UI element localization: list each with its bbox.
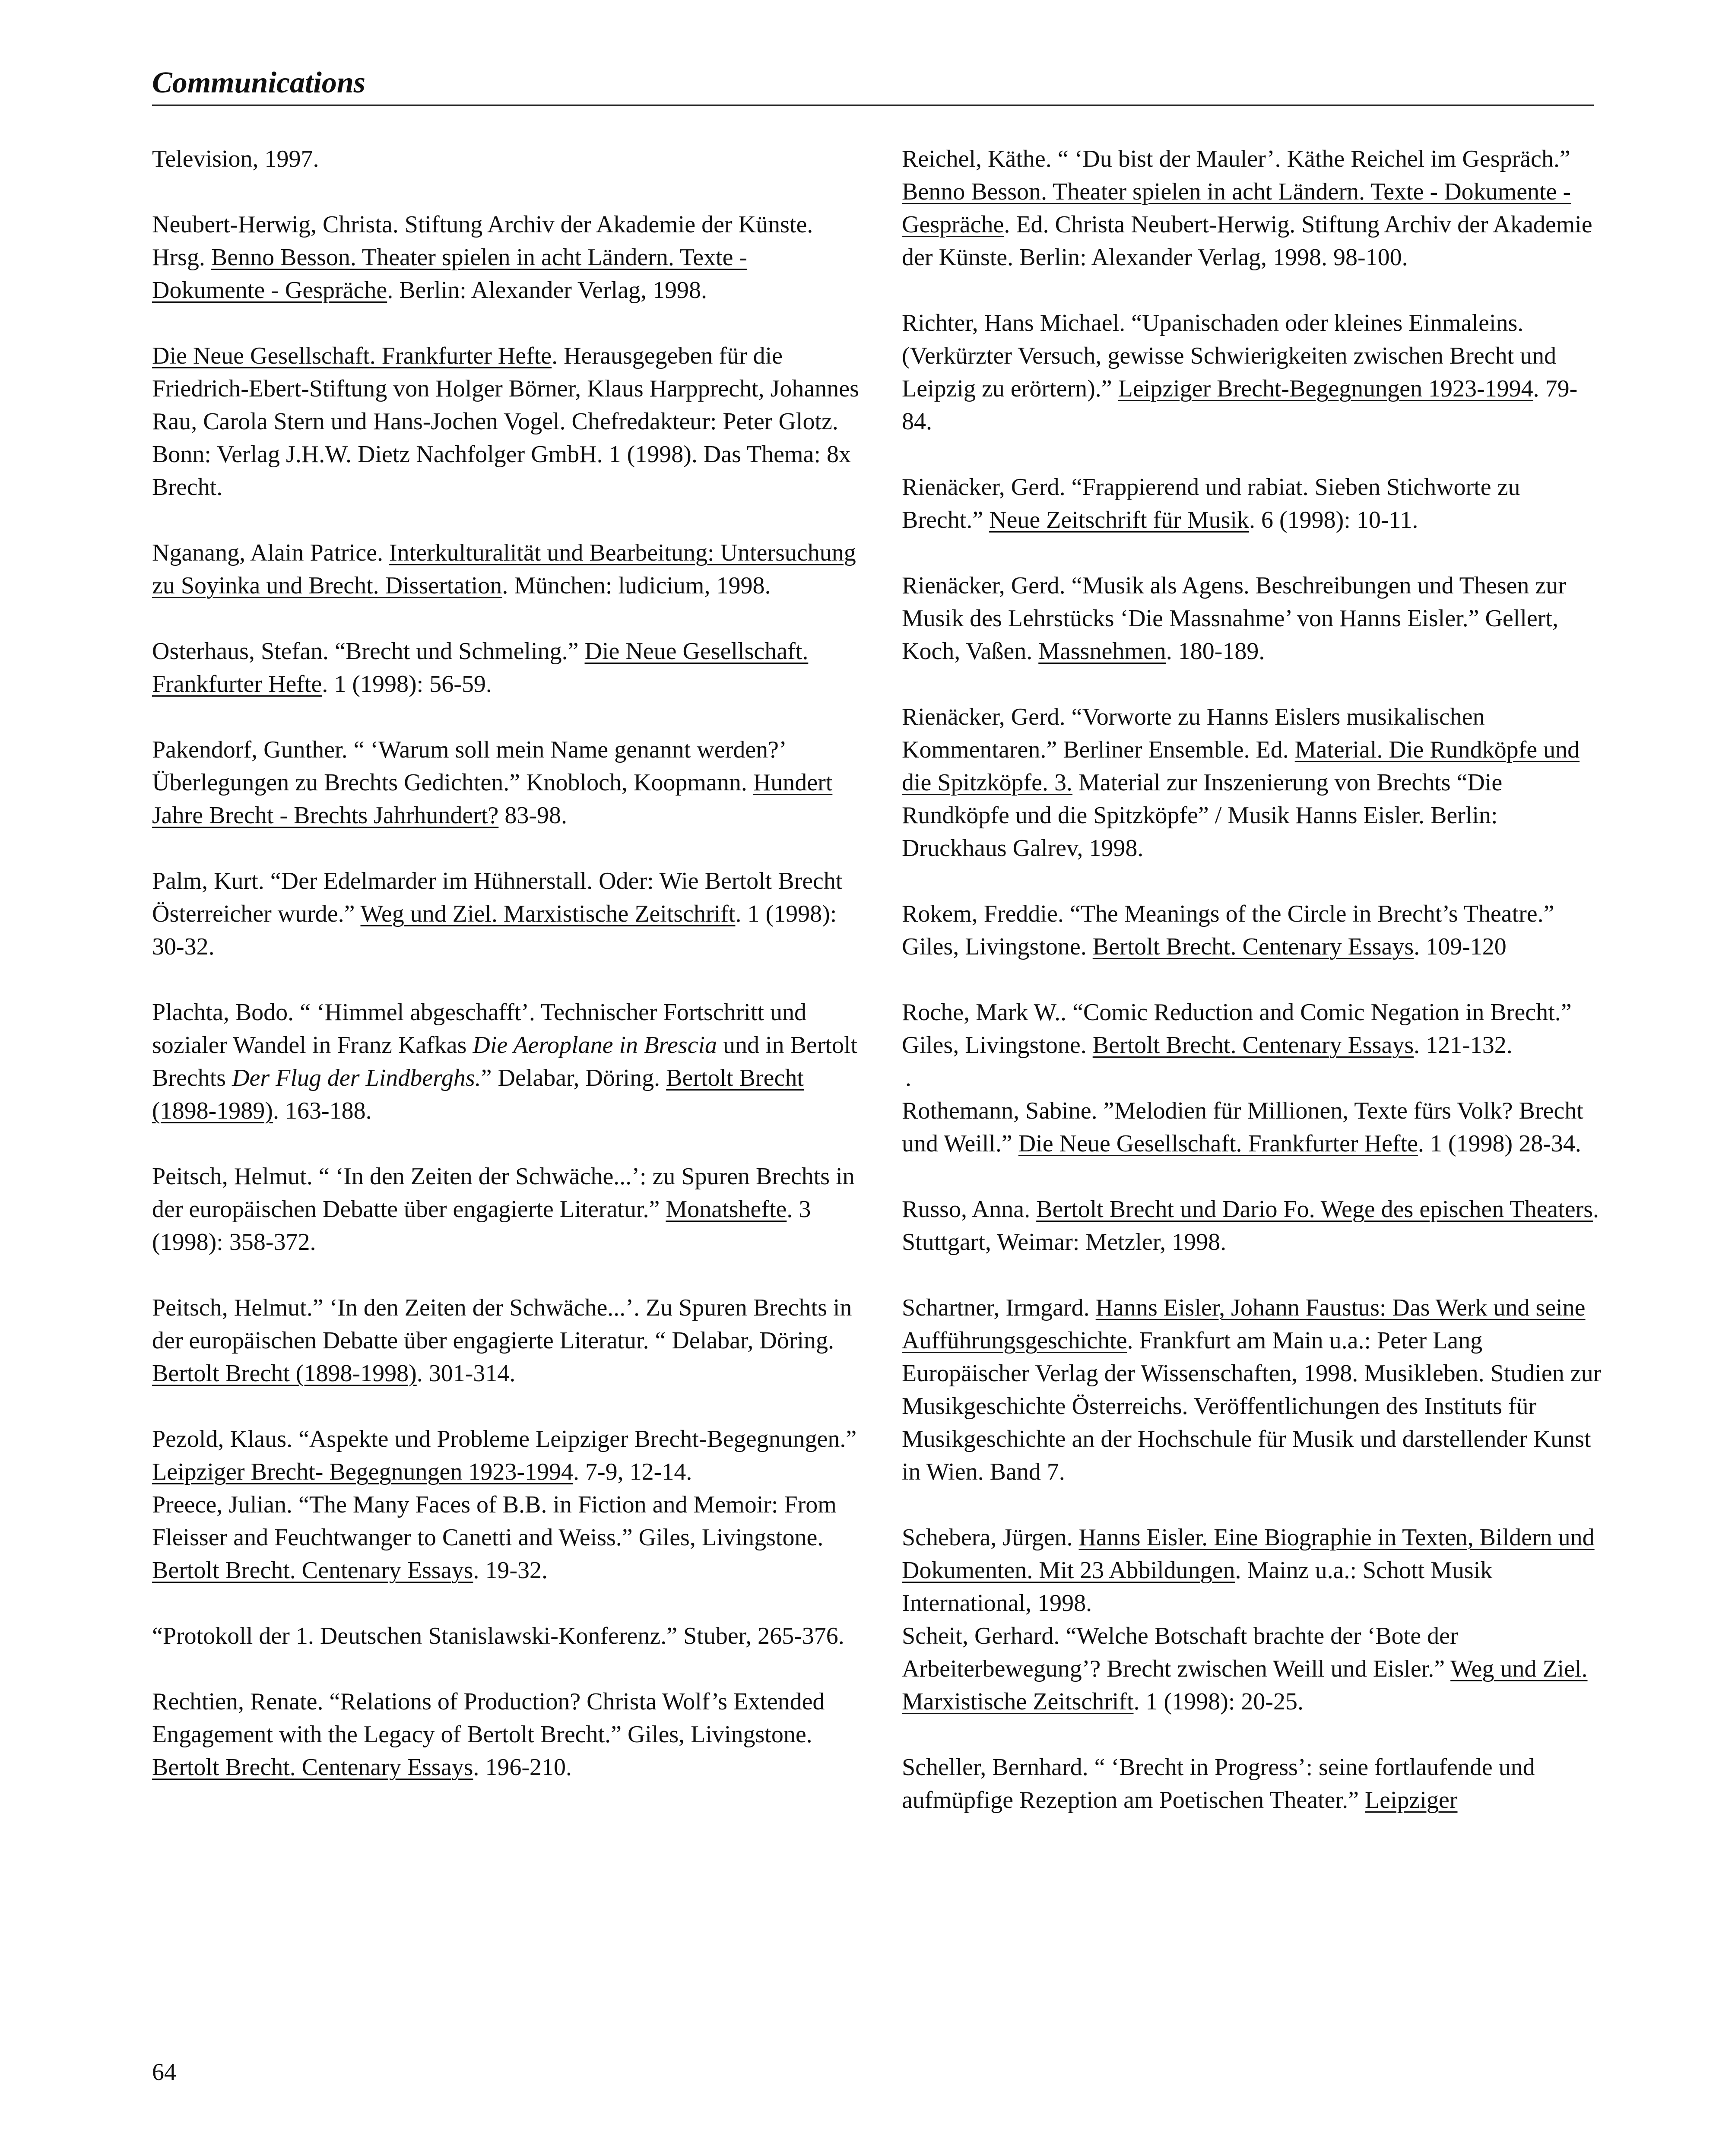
bibliography-entry — [902, 1751, 1602, 1817]
entry-text: Rokem, Freddie. “The Meanings of the Circle in Brecht’s Theatre.” Giles, Livingstone. — [902, 900, 1554, 960]
bibliography-entry — [152, 996, 860, 1127]
entry-text: . 6 (1998): 10-11. — [1249, 507, 1418, 533]
entry-text: ” Delabar, Döring. — [481, 1065, 666, 1091]
entry-text: Rienäcker, Gerd. “Frappierend und rabiat. Sieben Stichworte zu Brecht.” — [902, 474, 1520, 533]
underlined-title: Massnehmen — [1038, 638, 1166, 665]
underlined-title: Bertolt Brecht. Centenary Essays — [1092, 1032, 1414, 1059]
underlined-title: Material. Die Rundköpfe und die Spitzköpfe. 3. — [902, 736, 1580, 796]
bibliography-entry — [902, 1062, 1602, 1094]
underlined-title: Weg und Ziel. Marxistische Zeitschrift — [902, 1655, 1588, 1715]
underlined-title: Hanns Eisler. Eine Biographie in Texten, Bildern und Dokumenten. Mit 23 Abbildungen — [902, 1524, 1595, 1584]
entry-text: . 301-314. — [416, 1360, 516, 1387]
entry-text: Richter, Hans Michael. “Upanischaden oder kleines Einmaleins. (Verkürzter Versuch, gewisse Schwierigkeiten zwischen Brecht und Leipzig zu erörtern).” — [902, 310, 1557, 402]
bibliography-entry — [152, 635, 860, 701]
entry-text: Peitsch, Helmut.” ‘In den Zeiten der Schwäche...’. Zu Spuren Brechts in der europäischen Debatte über engagierte Literatur. “ Delabar, Döring. — [152, 1294, 852, 1354]
underlined-title: Leipziger — [1364, 1787, 1458, 1814]
entry-text: . 1 (1998): 20-25. — [1133, 1688, 1304, 1715]
bibliography-entry — [902, 471, 1602, 536]
entry-text: . 109-120 — [1414, 933, 1507, 960]
entry-text: Schebera, Jürgen. — [902, 1524, 1079, 1551]
entry-text: Peitsch, Helmut. “ ‘In den Zeiten der Schwäche...’: zu Spuren Brechts in der europäischen Debatte über engagierte Literatur.” — [152, 1163, 855, 1223]
underlined-title: Hanns Eisler, Johann Faustus: Das Werk und seine Aufführungsgeschichte — [902, 1294, 1586, 1354]
bibliography-entry — [152, 1685, 860, 1784]
entry-text: Palm, Kurt. “Der Edelmarder im Hühnerstall. Oder: Wie Bertolt Brecht Österreicher wurde.” — [152, 868, 843, 927]
bibliography-entry — [902, 143, 1602, 274]
underlined-title: Benno Besson. Theater spielen in acht Ländern. Texte - Dokumente - Gespräche — [902, 178, 1571, 238]
bibliography-entry — [152, 143, 860, 175]
bibliography-entry — [152, 733, 860, 832]
entry-text: Rechtien, Renate. “Relations of Production? Christa Wolf’s Extended Engagement with the Legacy of Bertolt Brecht.” Giles, Livingstone. — [152, 1688, 825, 1748]
bibliography-entry — [152, 208, 860, 307]
bibliography-entry — [152, 1291, 860, 1390]
underlined-title: Bertolt Brecht (1898-1998) — [152, 1360, 417, 1387]
underlined-title: Bertolt Brecht. Centenary Essays — [152, 1557, 473, 1584]
underlined-title: Bertolt Brecht (1898-1989) — [152, 1065, 804, 1124]
entry-text: Scheller, Bernhard. “ ‘Brecht in Progress’: seine fortlaufende und aufmüpfige Rezeption am Poetischen Theater.” — [902, 1754, 1535, 1814]
underlined-title: Benno Besson. Theater spielen in acht Ländern. Texte - Dokumente - Gespräche — [152, 244, 748, 304]
entry-text: Russo, Anna. — [902, 1196, 1037, 1223]
entry-text: Neubert-Herwig, Christa. Stiftung Archiv der Akademie der Künste. Hrsg. — [152, 211, 813, 271]
right-column — [902, 143, 1602, 1849]
entry-text: Pakendorf, Gunther. “ ‘Warum soll mein Name genannt werden?’ Überlegungen zu Brechts Gedichten.” Knobloch, Koopmann. — [152, 736, 785, 796]
entry-text: Pezold, Klaus. “Aspekte und Probleme Leipziger Brecht-Begegnungen.” — [152, 1426, 857, 1452]
bibliography-entry — [152, 865, 860, 963]
bibliography-entry — [152, 536, 860, 602]
entry-text: 83-98. — [498, 802, 568, 829]
bibliography-entry — [902, 307, 1602, 438]
bibliography-entry — [902, 1521, 1602, 1620]
bibliography-entry — [902, 1620, 1602, 1718]
entry-text: . Frankfurt am Main u.a.: Peter Lang Europäischer Verlag der Wissenschaften, 1998. Musikleben. Studien zur Musikgeschichte Österreichs. Veröffentlichungen des Instituts für Musikgeschichte an der Hochschule für Musik und darstellender Kunst in Wien. Band 7. — [902, 1327, 1602, 1485]
bibliography-entry — [902, 1094, 1602, 1160]
entry-text: . Mainz u.a.: Schott Musik International, 1998. — [902, 1557, 1493, 1617]
entry-text: . München: ludicium, 1998. — [502, 572, 771, 599]
underlined-title: Bertolt Brecht. Centenary Essays — [1092, 933, 1414, 960]
underlined-title: Leipziger Brecht-Begegnungen 1923-1994 — [1118, 375, 1533, 402]
bibliography-entry — [152, 339, 860, 504]
bibliography-entry — [152, 1620, 860, 1652]
entry-text: . 196-210. — [473, 1754, 572, 1781]
entry-text: Rienäcker, Gerd. “Musik als Agens. Beschreibungen und Thesen zur Musik des Lehrstücks ‘Die Massnahme’ von Hanns Eisler.” Gellert, Koch, Vaßen. — [902, 572, 1566, 665]
bibliography-entry — [152, 1488, 860, 1587]
entry-text: Schartner, Irmgard. — [902, 1294, 1096, 1321]
entry-text: Television, 1997. — [152, 146, 319, 172]
entry-text: . Stuttgart, Weimar: Metzler, 1998. — [902, 1196, 1599, 1256]
entry-text: Plachta, Bodo. “ ‘Himmel abgeschafft’. Technischer Fortschritt und sozialer Wandel in Franz Kafkas — [152, 999, 806, 1059]
entry-text: . Herausgegeben für die Friedrich-Ebert-Stiftung von Holger Börner, Klaus Harpprecht, Johannes Rau, Carola Stern und Hans-Jochen Vogel. Chefredakteur: Peter Glotz. Bonn: Verlag J.H.W. Dietz Nachfolger GmbH. 1 (1998). Das Thema: 8x Brecht. — [152, 342, 859, 501]
underlined-title: Die Neue Gesellschaft. Frankfurter Hefte — [1018, 1130, 1418, 1157]
left-column — [152, 143, 860, 1817]
bibliography-entry — [902, 1193, 1602, 1259]
entry-text: Nganang, Alain Patrice. — [152, 539, 389, 566]
entry-text: . 1 (1998) 28-34. — [1418, 1130, 1581, 1157]
bibliography-entry — [152, 1423, 860, 1488]
underlined-title: Bertolt Brecht und Dario Fo. Wege des epischen Theaters — [1036, 1196, 1593, 1223]
underlined-title: Neue Zeitschrift für Musik — [989, 507, 1249, 533]
underlined-title: Weg und Ziel. Marxistische Zeitschrift — [360, 900, 736, 927]
italic-title: Der Flug der Lindberghs. — [232, 1065, 481, 1091]
bibliography-entry — [902, 701, 1602, 865]
entry-text: Material zur Inszenierung von Brechts “Die Rundköpfe und die Spitzköpfe” / Musik Hanns Eisler. Berlin: Druckhaus Galrev, 1998. — [902, 769, 1503, 862]
entry-text: . 1 (1998): 30-32. — [152, 900, 837, 960]
entry-text: . 163-188. — [273, 1097, 372, 1124]
entry-text: . 7-9, 12-14. — [573, 1458, 692, 1485]
underlined-title: Die Neue Gesellschaft. Frankfurter Hefte — [152, 638, 809, 698]
italic-title: Die Aeroplane in Brescia — [473, 1032, 717, 1059]
underlined-title: Monatshefte — [666, 1196, 787, 1223]
running-header — [152, 65, 1594, 106]
underlined-title: Interkulturalität und Bearbeitung: Untersuchung zu Soyinka und Brecht. Dissertation — [152, 539, 856, 599]
bibliography-entry — [902, 569, 1602, 668]
page-number: 64 — [152, 2059, 176, 2086]
entry-text: Rienäcker, Gerd. “Vorworte zu Hanns Eislers musikalischen Kommentaren.” Berliner Ensemble. Ed. — [902, 704, 1485, 763]
bibliography-entry — [152, 1160, 860, 1259]
entry-text: . Ed. Christa Neubert-Herwig. Stiftung Archiv der Akademie der Künste. Berlin: Alexander Verlag, 1998. 98-100. — [902, 211, 1592, 271]
underlined-title: Bertolt Brecht. Centenary Essays — [152, 1754, 473, 1781]
entry-text: Osterhaus, Stefan. “Brecht und Schmeling.” — [152, 638, 585, 665]
bibliography-entry — [902, 1291, 1602, 1488]
entry-text: . 121-132. — [1414, 1032, 1513, 1059]
entry-text: . 180-189. — [1166, 638, 1265, 665]
bibliography-entry — [902, 897, 1602, 963]
entry-text: Reichel, Käthe. “ ‘Du bist der Mauler’. Käthe Reichel im Gespräch.” — [902, 146, 1570, 172]
section-title: Communications — [152, 66, 366, 99]
entry-text: . — [905, 1065, 911, 1091]
underlined-title: Die Neue Gesellschaft. Frankfurter Hefte — [152, 342, 552, 369]
entry-text: . Berlin: Alexander Verlag, 1998. — [387, 277, 707, 304]
entry-text: . 79-84. — [902, 375, 1578, 435]
entry-text: “Protokoll der 1. Deutschen Stanislawski-Konferenz.” Stuber, 265-376. — [152, 1623, 844, 1649]
entry-text: Preece, Julian. “The Many Faces of B.B. in Fiction and Memoir: From Fleisser and Feuchtwanger to Canetti and Weiss.” Giles, Livingstone. — [152, 1491, 837, 1551]
underlined-title: Leipziger Brecht- Begegnungen 1923-1994 — [152, 1458, 574, 1485]
entry-text: . 19-32. — [473, 1557, 548, 1584]
bibliography-entry — [902, 996, 1602, 1062]
entry-text: Rothemann, Sabine. ”Melodien für Millionen, Texte fürs Volk? Brecht und Weill.” — [902, 1097, 1583, 1157]
entry-text: und in Bertolt Brechts — [152, 1032, 858, 1091]
entry-text: Roche, Mark W.. “Comic Reduction and Comic Negation in Brecht.” Giles, Livingstone. — [902, 999, 1572, 1059]
entry-text: . 3 (1998): 358-372. — [152, 1196, 811, 1256]
entry-text: . 1 (1998): 56-59. — [322, 671, 492, 698]
underlined-title: Hundert Jahre Brecht - Brechts Jahrhundert? — [152, 769, 833, 829]
entry-text: Scheit, Gerhard. “Welche Botschaft brachte der ‘Bote der Arbeiterbewegung’? Brecht zwischen Weill und Eisler.” — [902, 1623, 1458, 1682]
